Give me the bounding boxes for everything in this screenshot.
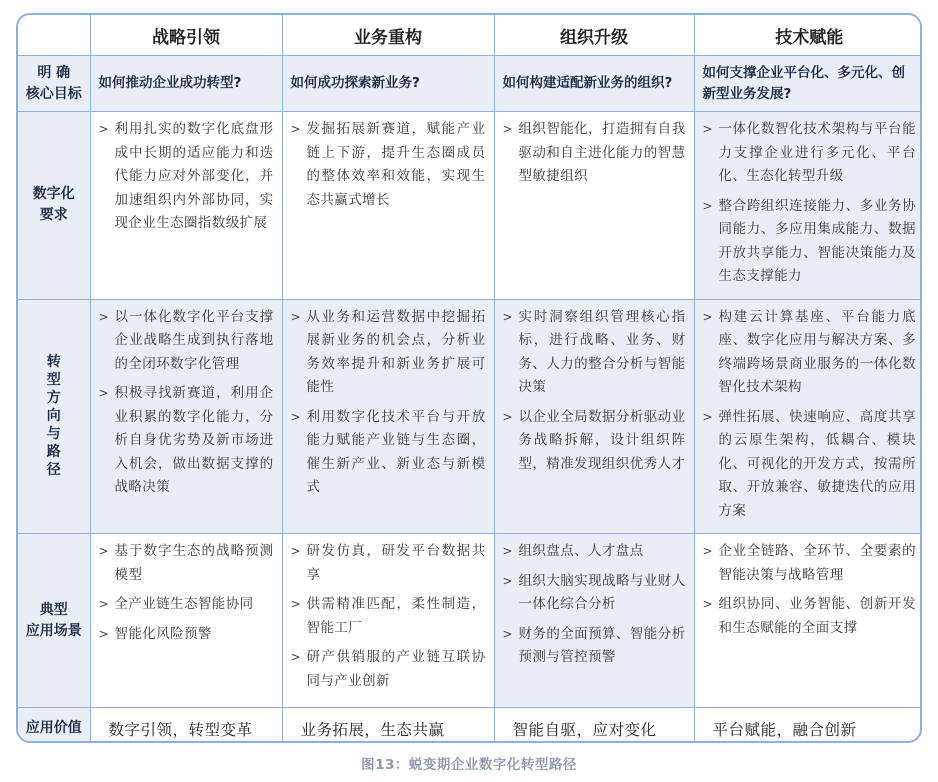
bullet-text: 智能化风险预警 [114, 625, 212, 642]
chevron-right-icon: > [290, 409, 301, 424]
digital-cell [90, 112, 282, 300]
bullet-text: 从业务和运营数据中挖掘拓展新业务的机会点，分析业务效率提升和新业务扩展可能性 [306, 308, 486, 395]
column-header-organization: 组织升级 [494, 15, 694, 56]
bullet-list [703, 306, 917, 524]
bullet-text: 以企业全局数据分析驱动业务战略拆解，设计组织阵型，精准发现组织优秀人才 [518, 408, 686, 472]
bullet-item [99, 306, 274, 377]
chevron-right-icon: > [702, 198, 713, 213]
transform-cell [694, 299, 922, 534]
row-header-goal-label: 明 确 核心目标 [25, 64, 82, 102]
bullet-text: 整合跨组织连接能力、多业务协同能力、多应用集成能力、数据开放共享能力、智能决策能力及生态支撑能力 [718, 197, 916, 284]
value-cell: 智能自驱，应对变化 [494, 708, 694, 744]
bullet-text: 积极寻找新赛道，利用企业积累的数字化能力，分析自身优劣势及新市场进入机会，做出数据支撑的战略决策 [114, 385, 274, 495]
chevron-right-icon: > [98, 544, 109, 558]
row-header-value: 应用价值 [18, 708, 90, 744]
path-table-frame [16, 13, 922, 743]
row-header-digital-label: 数字化 要求 [32, 186, 75, 224]
row-header-transform [18, 299, 90, 534]
bullet-text: 发掘拓展新赛道，赋能产业链上下游，提升生态圈成员的整体效率和效能，实现生态共赢式增长 [306, 121, 486, 208]
bullet-item [703, 195, 917, 289]
chevron-right-icon: > [98, 309, 109, 324]
bullet-list [503, 306, 686, 477]
chevron-right-icon: > [98, 597, 109, 611]
chevron-right-icon: > [502, 544, 513, 558]
bullet-list [99, 118, 274, 236]
bullet-text: 全产业链生态智能协同 [114, 596, 254, 612]
bullet-text: 研发仿真，研发平台数据共享 [306, 543, 486, 583]
goal-cell: 如何推动企业成功转型? [90, 56, 282, 112]
value-cell: 数字引领，转型变革 [90, 708, 282, 744]
figure-caption: 图13：蜕变期企业数字化转型路径 [361, 757, 577, 773]
chevron-right-icon: > [502, 409, 513, 424]
bullet-list [703, 540, 917, 640]
chevron-right-icon: > [290, 309, 301, 324]
goal-cell: 如何支撑企业平台化、多元化、创新型业务发展? [694, 56, 922, 112]
bullet-item [703, 306, 917, 400]
bullet-text: 利用数字化技术平台与开放能力赋能产业链与生态圈，催生新产业、新业态与新模式 [306, 408, 486, 495]
scenario-cell [494, 534, 694, 708]
bullet-text: 供需精准匹配，柔性制造，智能工厂 [306, 596, 486, 636]
bullet-list [503, 118, 686, 189]
chevron-right-icon: > [290, 122, 301, 136]
value-cell: 业务拓展，生态共赢 [282, 708, 494, 744]
digital-cell [694, 112, 922, 300]
column-header-technology: 技术赋能 [694, 15, 922, 56]
bullet-item [291, 306, 486, 400]
transform-cell [282, 299, 494, 534]
bullet-item [503, 570, 686, 617]
goal-cell: 如何成功探索新业务? [282, 56, 494, 112]
transform-cell [90, 299, 282, 534]
bullet-text: 利用扎实的数字化底盘形成中长期的适应能力和迭代能力应对外部变化，并加速组织内外部协同，实现企业生态圈指数级扩展 [114, 121, 274, 231]
transformation-path-table [18, 15, 922, 743]
bullet-list [291, 540, 486, 693]
bullet-item [703, 540, 917, 587]
chevron-right-icon: > [702, 309, 713, 324]
bullet-text: 财务的全面预算、智能分析预测与管控预警 [518, 625, 686, 665]
chevron-right-icon: > [502, 122, 513, 136]
row-header-transform-label: 转型方向与路径 [46, 354, 61, 479]
bullet-text: 组织智能化，打造拥有自我驱动和自主进化能力的智慧型敏捷组织 [518, 121, 686, 184]
bullet-item [291, 540, 486, 587]
digital-cell [494, 112, 694, 300]
chevron-right-icon: > [702, 122, 713, 136]
bullet-text: 构建云计算基座、平台能力底座、数字化应用与解决方案、多终端跨场景商业服务的一体化数智化技术架构 [718, 308, 916, 395]
row-header-scenario [18, 534, 90, 708]
scenario-cell [90, 534, 282, 708]
column-header-business: 业务重构 [282, 15, 494, 56]
chevron-right-icon: > [502, 309, 513, 324]
bullet-text: 实时洞察组织管理核心指标，进行战略、业务、财务、人力的整合分析与智能决策 [518, 308, 686, 395]
bullet-item [291, 118, 486, 212]
bullet-list [503, 540, 686, 670]
chevron-right-icon: > [290, 544, 301, 558]
row-header-scenario-label: 典型 应用场景 [25, 601, 82, 639]
bullet-text: 组织大脑实现战略与业财人一体化综合分析 [518, 572, 686, 612]
chevron-right-icon: > [702, 597, 713, 611]
bullet-item [503, 540, 686, 564]
bullet-item [503, 623, 686, 670]
chevron-right-icon: > [98, 626, 109, 641]
bullet-text: 研产供销服的产业链互联协同与产业创新 [306, 649, 486, 689]
goal-cell: 如何构建适配新业务的组织? [494, 56, 694, 112]
scenario-cell [694, 534, 922, 708]
bullet-item [291, 593, 486, 640]
chevron-right-icon: > [702, 544, 713, 558]
bullet-text: 弹性拓展、快速响应、高度共享的云原生架构，低耦合、模块化、可视化的开发方式，按需所取、开放兼容、敏捷迭代的应用方案 [718, 408, 916, 519]
column-header-strategy: 战略引领 [90, 15, 282, 56]
bullet-text: 组织协同、业务智能、创新开发和生态赋能的全面支撑 [718, 596, 916, 636]
bullet-item [503, 406, 686, 477]
value-cell: 平台赋能，融合创新 [694, 708, 922, 744]
scenario-cell [282, 534, 494, 708]
bullet-item [99, 382, 274, 500]
bullet-item [703, 406, 917, 524]
bullet-item [703, 593, 917, 640]
bullet-item [99, 623, 274, 647]
chevron-right-icon: > [290, 597, 301, 611]
chevron-right-icon: > [702, 409, 713, 424]
digital-requirement-row [18, 112, 922, 300]
bullet-item [291, 406, 486, 500]
bullet-item [503, 306, 686, 400]
bullet-item [503, 118, 686, 189]
bullet-list [99, 540, 274, 646]
transform-path-row [18, 299, 922, 534]
bullet-list [291, 306, 486, 500]
bullet-list [291, 118, 486, 212]
bullet-text: 企业全链路、全环节、全要素的智能决策与战略管理 [718, 543, 916, 583]
digital-cell [282, 112, 494, 300]
bullet-item [99, 540, 274, 587]
scenario-row [18, 534, 922, 708]
bullet-text: 基于数字生态的战略预测模型 [114, 543, 274, 583]
column-header-row [18, 15, 922, 56]
chevron-right-icon: > [98, 386, 109, 400]
row-header-goal [18, 56, 90, 112]
bullet-list [99, 306, 274, 500]
chevron-right-icon: > [502, 626, 513, 641]
bullet-list [703, 118, 917, 289]
bullet-text: 以一体化数字化平台支撑企业战略生成到执行落地的全闭环数字化管理 [114, 308, 274, 372]
bullet-text: 一体化数智化技术架构与平台能力支撑企业进行多元化、平台化、生态化转型升级 [718, 121, 916, 184]
bullet-item [703, 118, 917, 189]
chevron-right-icon: > [502, 573, 513, 588]
chevron-right-icon: > [290, 650, 301, 664]
bullet-item [99, 593, 274, 617]
bullet-item [99, 118, 274, 236]
value-row [18, 708, 922, 744]
row-header-digital [18, 112, 90, 300]
chevron-right-icon: > [98, 122, 109, 136]
bullet-item [291, 646, 486, 693]
corner-cell [18, 15, 90, 56]
bullet-text: 组织盘点、人才盘点 [518, 543, 644, 559]
goal-row [18, 56, 922, 112]
transform-cell [494, 299, 694, 534]
